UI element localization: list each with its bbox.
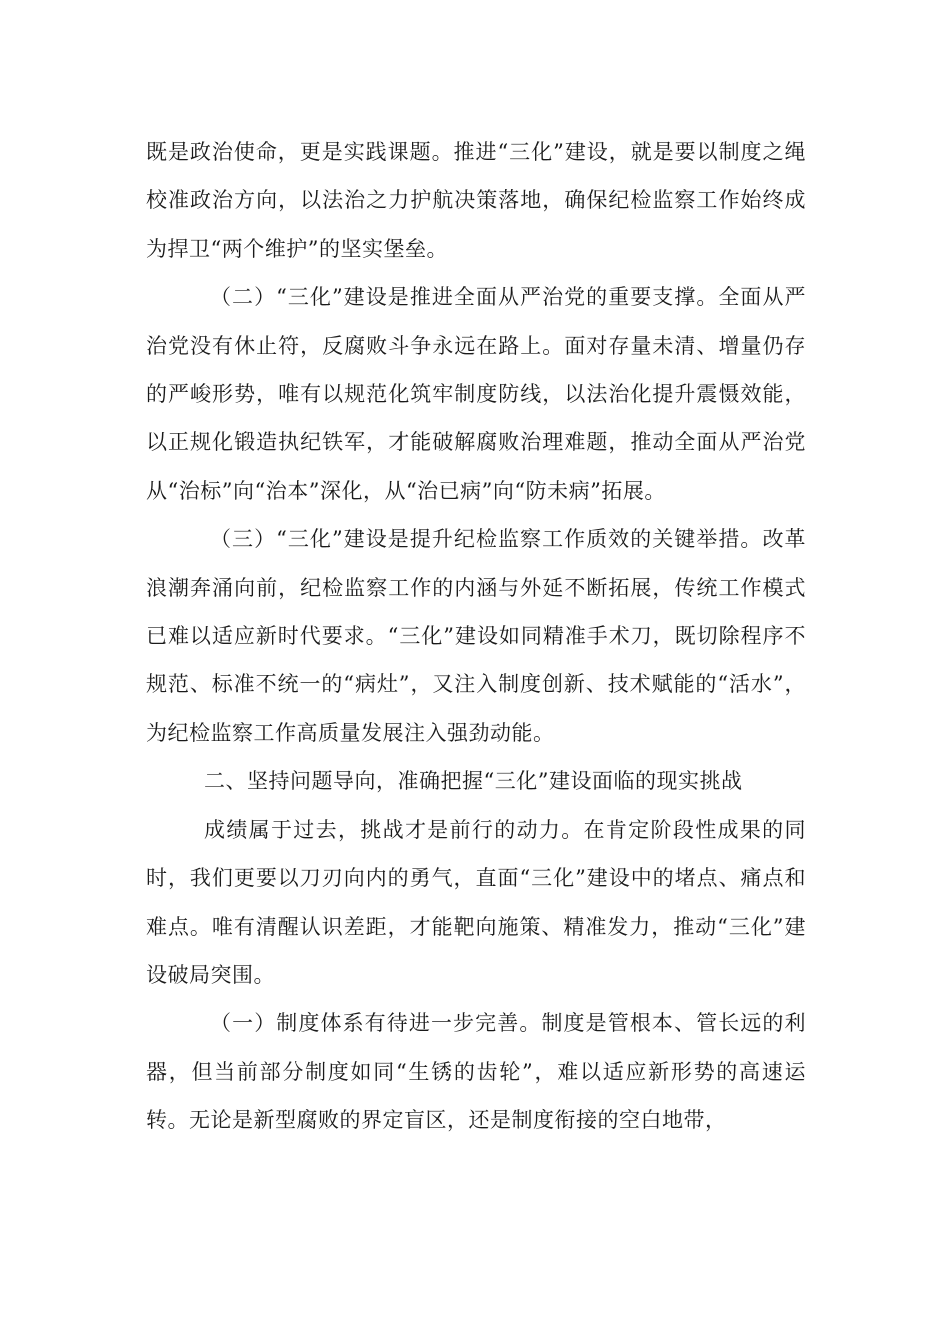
paragraph-continuation: 既是政治使命，更是实践课题。推进“三化”建设，就是要以制度之绳校准政治方向，以法治之力护航决策落地，确保纪检监察工作始终成为捍卫“两个维护”的坚实堡垒。 [146,140,806,261]
paragraph-section-2-intro: 成绩属于过去，挑战才是前行的动力。在肯定阶段性成果的同时，我们更要以刀刃向内的勇气，直面“三化”建设中的堵点、痛点和难点。唯有清醒认识差距，才能靶向施策、精准发力，推动“三化”建设破局突围。 [146,817,806,987]
paragraph-section-1-3: （三）“三化”建设是提升纪检监察工作质效的关键举措。改革浪潮奔涌向前，纪检监察工作的内涵与外延不断拓展，传统工作模式已难以适应新时代要求。“三化”建设如同精准手术刀，既切除程序不规范、标准不统一的“病灶”，又注入制度创新、技术赋能的“活水”，为纪检监察工作高质量发展注入强劲动能。 [146,527,806,745]
section-heading-2: 二、坚持问题导向，准确把握“三化”建设面临的现实挑战 [204,769,743,794]
paragraph-section-2-1: （一）制度体系有待进一步完善。制度是管根本、管长远的利器，但当前部分制度如同“生锈的齿轮”，难以适应新形势的高速运转。无论是新型腐败的界定盲区，还是制度衔接的空白地带， [146,1011,806,1133]
document-body [146,128,806,1145]
paragraph-section-1-2: （二）“三化”建设是推进全面从严治党的重要支撑。全面从严治党没有休止符，反腐败斗争永远在路上。面对存量未清、增量仍存的严峻形势，唯有以规范化筑牢制度防线，以法治化提升震慑效能，以正规化锻造执纪铁军，才能破解腐败治理难题，推动全面从严治党从“治标”向“治本”深化，从“治已病”向“防未病”拓展。 [146,285,806,503]
